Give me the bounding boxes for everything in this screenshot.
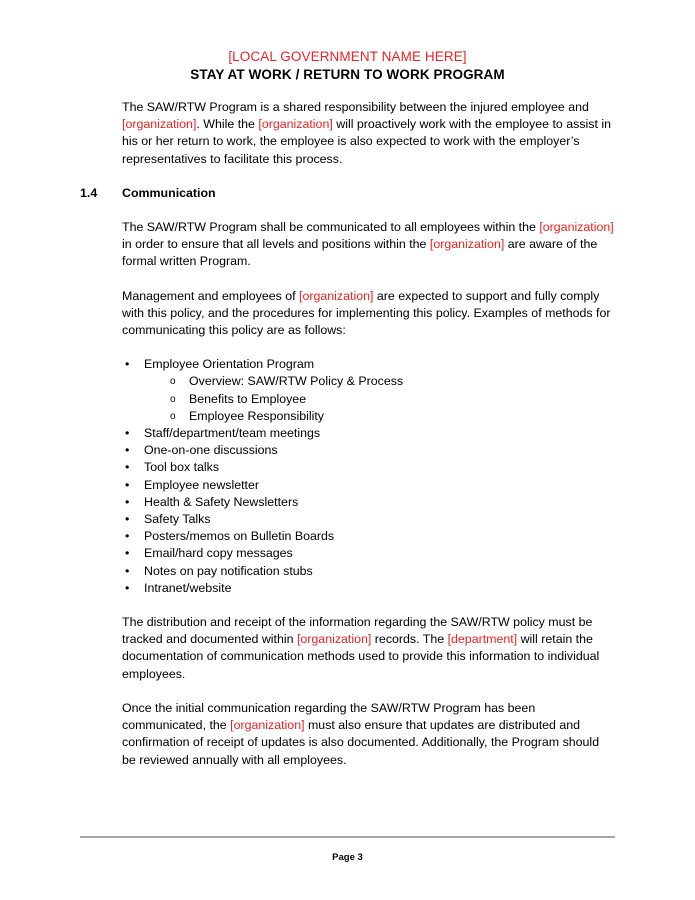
paragraph-management-comply — [80, 288, 615, 340]
sub-list-item — [167, 391, 615, 408]
placeholder-department: [department] — [447, 632, 518, 647]
bullet-circle-icon: o — [170, 393, 176, 405]
list-item-label: Posters/memos on Bulletin Boards — [144, 529, 335, 544]
list-item — [122, 477, 615, 494]
section-heading-communication — [80, 185, 615, 202]
list-item — [122, 425, 615, 442]
bullet-disc-icon: • — [125, 460, 130, 475]
list-item-label: Tool box talks — [144, 460, 220, 475]
footer-divider — [80, 836, 615, 838]
placeholder-organization: [organization] — [230, 718, 305, 733]
list-item — [122, 528, 615, 545]
paragraph-program-communicated — [80, 219, 615, 271]
bullet-disc-icon: • — [125, 546, 130, 561]
paragraph-3-text-part-2: are expected to support and fully comply with this policy, and the procedures for implementing this policy. Examples of methods for communicating this policy are as follows: — [122, 288, 611, 338]
paragraph-2-text-part-1: The SAW/RTW Program shall be communicated to all employees within the — [122, 220, 540, 235]
sub-list-item-label: Overview: SAW/RTW Policy & Process — [189, 374, 404, 389]
section-number: 1.4 — [80, 185, 98, 200]
header-program-title: STAY AT WORK / RETURN TO WORK PROGRAM — [190, 67, 505, 82]
paragraph-2-text-part-3: are aware of the formal written Program. — [122, 237, 598, 269]
paragraph-shared-responsibility — [80, 99, 615, 168]
paragraph-2-text-part-2: in order to ensure that all levels and positions within the — [122, 237, 430, 252]
bullet-disc-icon: • — [125, 563, 130, 578]
placeholder-organization: [organization] — [299, 288, 374, 303]
list-item-label: One-on-one discussions — [144, 443, 278, 458]
placeholder-organization: [organization] — [122, 117, 197, 132]
paragraph-4-text-part-2: records. The — [371, 632, 448, 647]
list-item-label: Notes on pay notification stubs — [144, 563, 313, 578]
bullet-disc-icon: • — [125, 512, 130, 527]
bullet-disc-icon: • — [125, 477, 130, 492]
paragraph-1-text-part-1: The SAW/RTW Program is a shared responsibility between the injured employee and — [122, 100, 589, 114]
placeholder-organization: [organization] — [539, 220, 614, 235]
list-item — [122, 459, 615, 476]
bullet-disc-icon: • — [125, 426, 130, 441]
paragraph-distribution-tracking — [80, 614, 615, 683]
sub-list-item-label: Employee Responsibility — [189, 408, 324, 423]
list-item — [122, 494, 615, 511]
orientation-sub-list — [144, 373, 615, 425]
paragraph-1-text-part-3: will proactively work with the employee to assist in his or her return to work, the employee is also expected to work with the employer’s representatives to facilitate this process. — [122, 117, 612, 166]
list-item-label: Intranet/website — [144, 580, 232, 595]
paragraph-4-text-part-3: will retain the documentation of communication methods used to provide this information to individual employees. — [122, 632, 600, 681]
list-item — [122, 545, 615, 562]
page-number: Page 3 — [332, 852, 363, 863]
document-body — [80, 99, 615, 786]
paragraph-4-text-part-1: The distribution and receipt of the information regarding the SAW/RTW policy must be tracked and documented within — [122, 615, 593, 647]
bullet-circle-icon: o — [170, 410, 176, 422]
placeholder-organization: [organization] — [296, 632, 372, 647]
paragraph-1-text-part-2: . While the — [196, 117, 259, 132]
sub-list-item-label: Benefits to Employee — [189, 391, 307, 406]
sub-list-item — [167, 373, 615, 390]
paragraph-updates-annual-review — [80, 700, 615, 769]
list-item-label: Safety Talks — [144, 512, 211, 527]
list-item-label: Email/hard copy messages — [144, 546, 293, 561]
list-item — [122, 511, 615, 528]
placeholder-organization: [organization] — [258, 117, 333, 132]
list-item — [122, 563, 615, 580]
list-item-label: Staff/department/team meetings — [144, 426, 321, 441]
bullet-disc-icon: • — [125, 443, 130, 458]
list-item — [122, 580, 615, 597]
paragraph-5-text-part-1: Once the initial communication regarding the SAW/RTW Program has been communicated, the — [122, 700, 536, 733]
paragraph-5-text-part-2: must also ensure that updates are distributed and confirmation of receipt of updates is also documented. Additionally, the Program should be reviewed annually with all employees. — [122, 718, 600, 767]
paragraph-3-text-part-1: Management and employees of — [122, 288, 300, 303]
list-item — [122, 356, 615, 425]
bullet-disc-icon: • — [125, 580, 130, 595]
list-item-label: Employee Orientation Program — [144, 357, 315, 372]
header-organization-placeholder: [LOCAL GOVERNMENT NAME HERE] — [228, 49, 467, 64]
list-item-label: Employee newsletter — [144, 477, 260, 492]
document-footer — [80, 836, 615, 864]
sub-list-item — [167, 408, 615, 425]
placeholder-organization: [organization] — [429, 237, 505, 252]
bullet-disc-icon: • — [125, 529, 130, 544]
communication-methods-list — [80, 356, 615, 597]
section-title: Communication — [122, 185, 216, 200]
bullet-disc-icon: • — [125, 357, 130, 372]
bullet-circle-icon: o — [170, 376, 176, 388]
list-item-label: Health & Safety Newsletters — [144, 494, 299, 509]
document-header — [0, 48, 695, 84]
bullet-disc-icon: • — [125, 494, 130, 509]
list-item — [122, 442, 615, 459]
